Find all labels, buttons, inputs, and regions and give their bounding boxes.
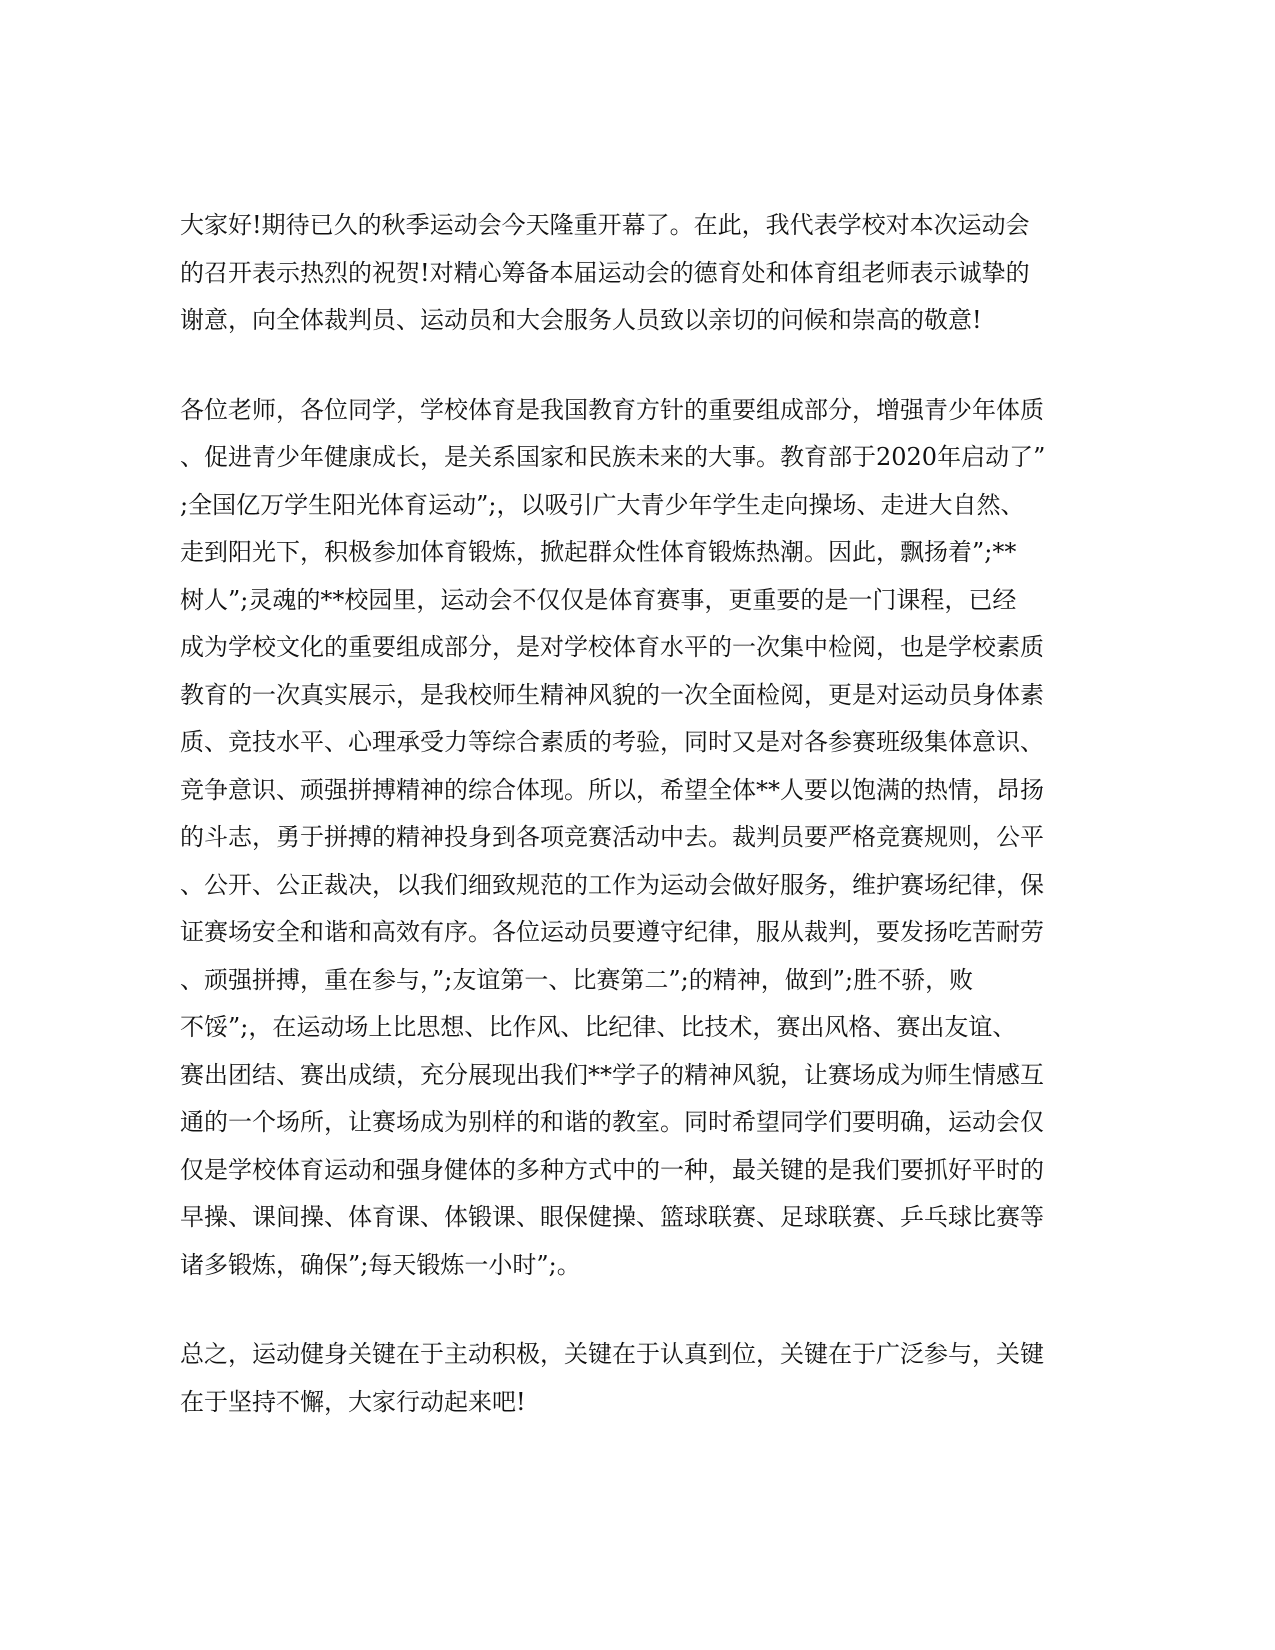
paragraph-line: 通的一个场所，让赛场成为别样的和谐的教室。同时希望同学们要明确，运动会仅 (180, 1108, 1044, 1136)
paragraph-line: 早操、课间操、体育课、体锻课、眼保健操、篮球联赛、足球联赛、乒乓球比赛等 (180, 1203, 1044, 1231)
paragraph-line: 证赛场安全和谐和高效有序。各位运动员要遵守纪律，服从裁判，要发扬吃苦耐劳 (180, 918, 1044, 946)
paragraph-line: 不馁”;，在运动场上比思想、比作风、比纪律、比技术，赛出风格、赛出友谊、 (180, 1013, 1017, 1041)
paragraph-line: 的召开表示热烈的祝贺!对精心筹备本届运动会的德育处和体育组老师表示诚挚的 (180, 258, 1030, 287)
paragraph-line: 总之，运动健身关键在于主动积极，关键在于认真到位，关键在于广泛参与，关键 (180, 1340, 1044, 1368)
paragraph-line: 走到阳光下，积极参加体育锻炼，掀起群众性体育锻炼热潮。因此，飘扬着”;** (180, 538, 1017, 566)
paragraph-line: 的斗志，勇于拼搏的精神投身到各项竞赛活动中去。裁判员要严格竞赛规则，公平 (180, 823, 1044, 851)
paragraph-line: 谢意，向全体裁判员、运动员和大会服务人员致以亲切的问候和崇高的敬意! (180, 306, 982, 334)
document-body (180, 202, 1095, 1426)
paragraph-line: 成为学校文化的重要组成部分，是对学校体育水平的一次集中检阅，也是学校素质 (180, 633, 1044, 661)
paragraph-line: 竞争意识、顽强拼搏精神的综合体现。所以，希望全体**人要以饱满的热情，昂扬 (180, 775, 1044, 804)
paragraph (180, 387, 1095, 1290)
paragraph-line: 质、竞技水平、心理承受力等综合素质的考验，同时又是对各参赛班级集体意识、 (180, 728, 1044, 756)
paragraph-line: 树人”;灵魂的**校园里，运动会不仅仅是体育赛事，更重要的是一门课程，已经 (180, 585, 1017, 614)
paragraph (180, 202, 1095, 345)
paragraph (180, 1331, 1095, 1426)
paragraph-line: 赛出团结、赛出成绩，充分展现出我们**学子的精神风貌，让赛场成为师生情感互 (180, 1060, 1044, 1089)
paragraph-line: 大家好!期待已久的秋季运动会今天隆重开幕了。在此，我代表学校对本次运动会 (180, 211, 1030, 239)
paragraph-line: 教育的一次真实展示，是我校师生精神风貌的一次全面检阅，更是对运动员身体素 (180, 680, 1044, 709)
paragraph-line: 、促进青少年健康成长，是关系国家和民族未来的大事。教育部于2020年启动了” (180, 443, 1046, 471)
paragraph-line: 诸多锻炼，确保”;每天锻炼一小时”;。 (180, 1250, 581, 1279)
paragraph-line: 、顽强拼搏，重在参与，”;友谊第一、比赛第二”;的精神，做到”;胜不骄，败 (180, 965, 974, 994)
paragraph-line: ;全国亿万学生阳光体育运动”;，以吸引广大青少年学生走向操场、走进大自然、 (180, 490, 1025, 519)
paragraph-line: 各位老师，各位同学，学校体育是我国教育方针的重要组成部分，增强青少年体质 (180, 395, 1044, 424)
paragraph-line: 、公开、公正裁决，以我们细致规范的工作为运动会做好服务，维护赛场纪律，保 (180, 870, 1044, 899)
paragraph-line: 在于坚持不懈，大家行动起来吧! (180, 1387, 526, 1416)
paragraph-line: 仅是学校体育运动和强身健体的多种方式中的一种，最关键的是我们要抓好平时的 (180, 1155, 1044, 1184)
